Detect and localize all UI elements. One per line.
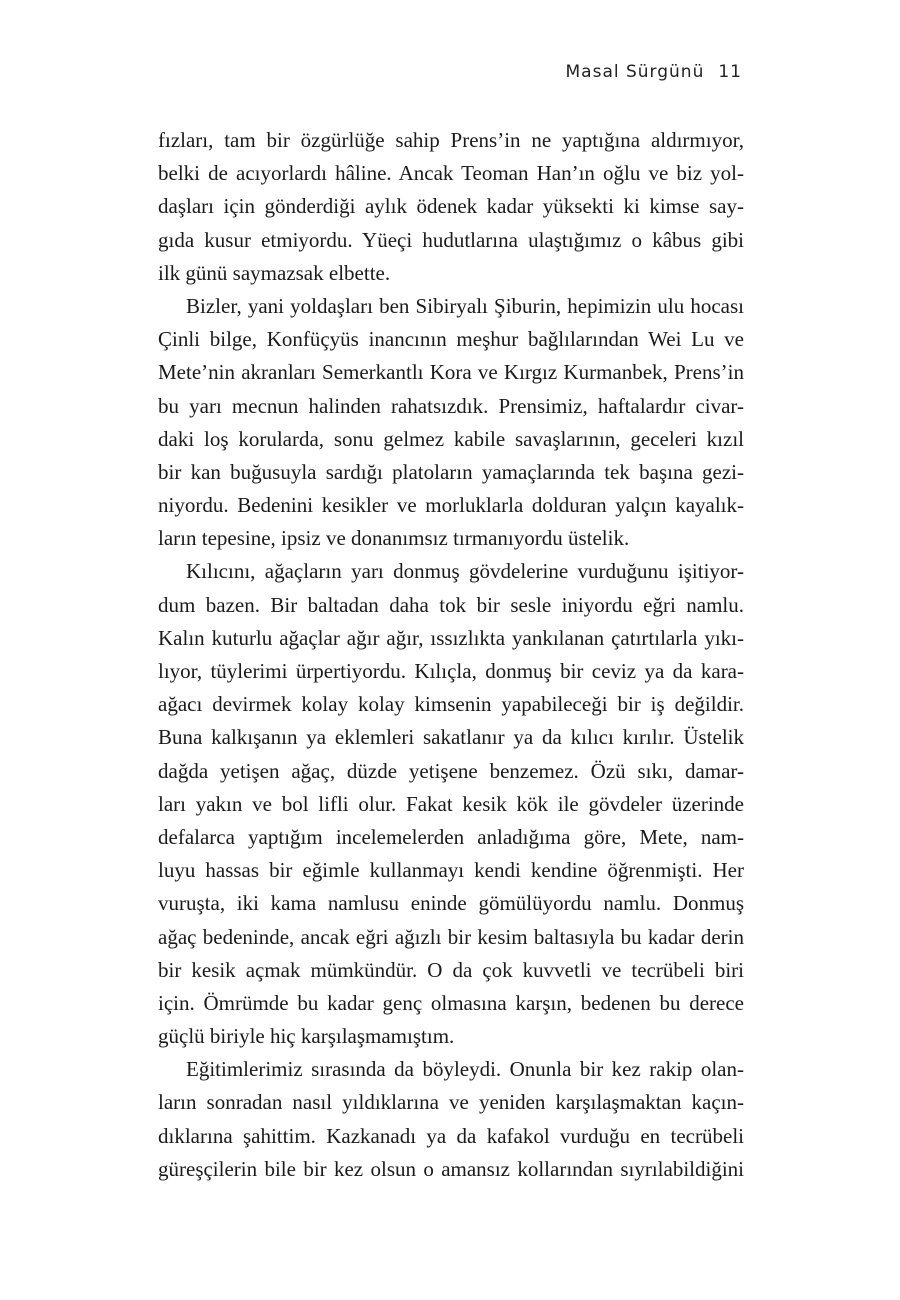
page-number: 11 — [718, 62, 742, 82]
text-line: daki loş korularda, sonu gelmez kabile savaşlarının, geceleri kızıl — [158, 426, 744, 451]
text-line: bir kesik açmak mümkündür. O da çok kuvvetli ve tecrübeli biri — [158, 957, 744, 982]
text-line: Çinli bilge, Konfüçyüs inancının meşhur bağlılarından Wei Lu ve — [158, 327, 744, 352]
text-line: Buna kalkışanın ya eklemleri sakatlanır ya da kılıcı kırılır. Üstelik — [158, 725, 744, 750]
text-line: ilk günü saymazsak elbette. — [158, 260, 391, 285]
paragraph — [158, 290, 744, 556]
text-line: Kalın kuturlu ağaçlar ağır ağır, ıssızlıkta yankılanan çatırtılarla yıkı- — [158, 625, 744, 650]
text-line: bir kan buğusuyla sardığı platoların yamaçlarında tek başına gezi- — [158, 459, 744, 484]
text-line: gıda kusur etmiyordu. Yüeçi hudutlarına ulaştığımız o kâbus gibi — [158, 227, 744, 252]
text-line: ların tepesine, ipsiz ve donanımsız tırmanıyordu üstelik. — [158, 526, 630, 551]
text-line: luyu hassas bir eğimle kullanmayı kendi kendine öğrenmişti. Her — [158, 858, 744, 883]
text-line: belki de acıyorlardı hâline. Ancak Teoman Han’ın oğlu ve biz yol- — [158, 161, 744, 186]
text-line: ların sonradan nasıl yıldıklarına ve yeniden karşılaşmaktan kaçın- — [158, 1090, 744, 1115]
text-line: defalarca yaptığım incelemelerden anladığıma göre, Mete, nam- — [158, 824, 744, 849]
book-title: Masal Sürgünü — [565, 62, 705, 82]
text-line: güreşçilerin bile bir kez olsun o amansız kollarından sıyrılabildiğini — [158, 1156, 744, 1181]
text-line: için. Ömrümde bu kadar genç olmasına karşın, bedenen bu derece — [158, 990, 744, 1015]
text-line: bu yarı mecnun halinden rahatsızdık. Prensimiz, haftalardır civar- — [158, 393, 744, 418]
text-line: ağacı devirmek kolay kolay kimsenin yapabileceği bir iş değildir. — [158, 692, 744, 717]
text-line: Eğitimlerimiz sırasında da böyleydi. Onunla bir kez rakip olan- — [186, 1057, 744, 1082]
text-line: Bizler, yani yoldaşları ben Sibiryalı Şiburin, hepimizin ulu hocası — [186, 293, 744, 318]
body-text — [158, 124, 744, 1186]
text-line: fızları, tam bir özgürlüğe sahip Prens’in ne yaptığına aldırmıyor, — [158, 128, 744, 152]
text-line: daşları için gönderdiği aylık ödenek kadar yüksekti ki kimse say- — [158, 194, 744, 219]
text-line: vuruşta, iki kama namlusu eninde gömülüyordu namlu. Donmuş — [158, 891, 744, 916]
text-line: dağda yetişen ağaç, düzde yetişene benzemez. Özü sıkı, damar- — [158, 758, 744, 783]
text-line: ları yakın ve bol lifli olur. Fakat kesik kök ile gövdeler üzerinde — [158, 791, 744, 816]
text-line: dıklarına şahittim. Kazkanadı ya da kafakol vurduğu en tecrübeli — [158, 1123, 744, 1148]
text-line: Kılıcını, ağaçların yarı donmuş gövdelerine vurduğunu işitiyor- — [186, 559, 744, 584]
text-line: Mete’nin akranları Semerkantlı Kora ve Kırgız Kurmanbek, Prens’in — [158, 360, 744, 385]
paragraph — [158, 555, 744, 1053]
text-line: lıyor, tüylerimi ürpertiyordu. Kılıçla, donmuş bir ceviz ya da kara- — [158, 659, 744, 683]
paragraph — [158, 124, 744, 290]
text-line: ağaç bedeninde, ancak eğri ağızlı bir kesim baltasıyla bu kadar derin — [158, 924, 744, 949]
text-line: güçlü biriyle hiç karşılaşmamıştım. — [158, 1024, 455, 1049]
paragraph — [158, 1053, 744, 1186]
text-line: dum bazen. Bir baltadan daha tok bir sesle iniyordu eğri namlu. — [158, 592, 744, 617]
running-header — [566, 62, 743, 82]
text-line: niyordu. Bedenini kesikler ve morluklarla dolduran yalçın kayalık- — [158, 493, 744, 518]
